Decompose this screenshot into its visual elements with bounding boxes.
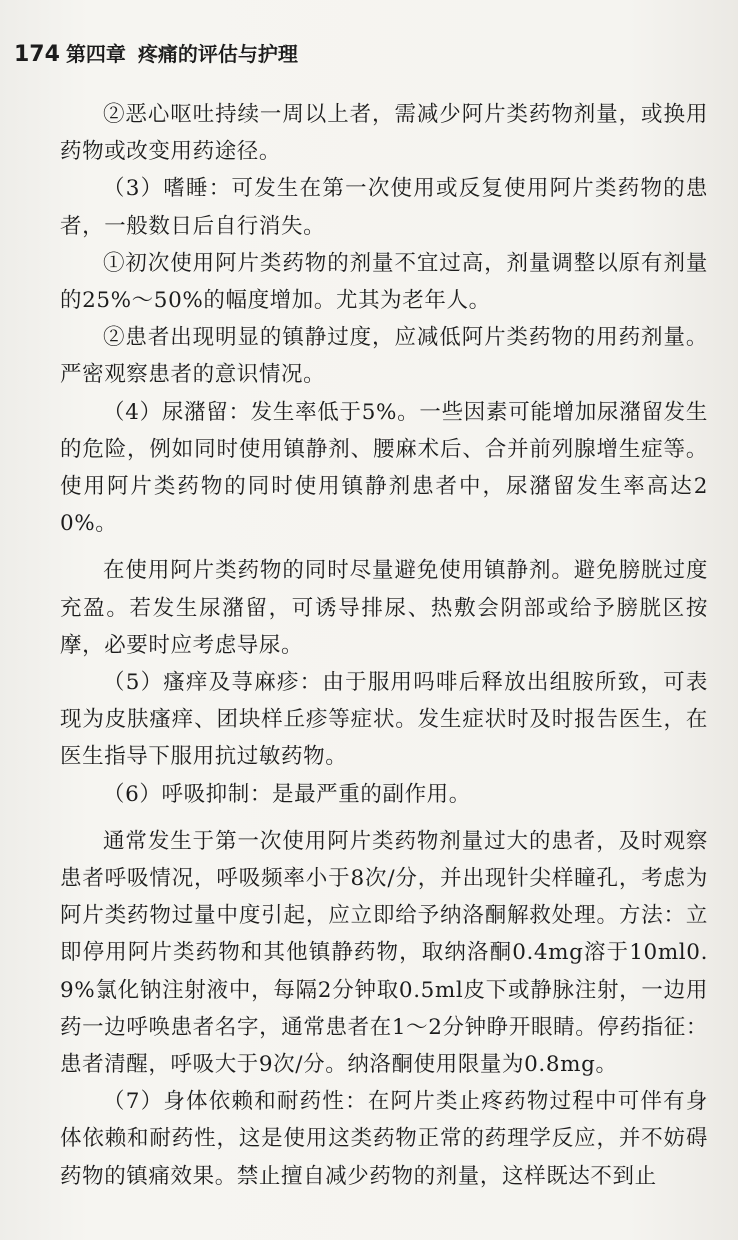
chapter-label: 第四章: [65, 42, 126, 66]
body-text: [60, 96, 708, 1195]
paragraph-initial-dose: ①初次使用阿片类药物的剂量不宜过高，剂量调整以原有剂量的25%～50%的幅度增加。尤其为老年人。: [60, 250, 708, 314]
running-head: [14, 38, 298, 68]
chapter-title: 疼痛的评估与护理: [137, 42, 298, 66]
paragraph-oversedation: ②患者出现明显的镇静过度，应减低阿片类药物的用药剂量。严密观察患者的意识情况。: [60, 325, 708, 388]
paragraph-nausea-dose: ②恶心呕吐持续一周以上者，需减少阿片类药物剂量，或换用药物或改变用药途径。: [60, 102, 708, 165]
paragraph-naloxone-treatment: 通常发生于第一次使用阿片类药物剂量过大的患者，及时观察患者呼吸情况，呼吸频率小于8次/分，并出现针尖样瞳孔，考虑为阿片类药物过量中度引起，应立即给予纳洛酮解救处理。方法：立即停用阿片类药物和其他镇静药物，取纳洛酮0.4mg溶于10ml0.9%氯化钠注射液中，每隔2分钟取0.5ml皮下或静脉注射，一边用药一边呼唤患者名字，通常患者在1～2分钟睁开眼睛。停药指征：患者清醒，呼吸大于9次/分。纳洛酮使用限量为0.8mg。: [60, 828, 708, 1078]
paragraph-dependence-tolerance: （7）身体依赖和耐药性：在阿片类止疼药物过程中可伴有身体依赖和耐药性，这是使用这类药物正常的药理学反应，并不妨碍药物的镇痛效果。禁止擅自减少药物的剂量，这样既达不到止: [60, 1089, 708, 1189]
paragraph-somnolence: （3）嗜睡：可发生在第一次使用或反复使用阿片类药物的患者，一般数日后自行消失。: [60, 176, 708, 239]
paragraph-respiratory-depression: （6）呼吸抑制：是最严重的副作用。: [103, 781, 471, 807]
paragraph-pruritus: （5）瘙痒及荨麻疹：由于服用吗啡后释放出组胺所致，可表现为皮肤瘙痒、团块样丘疹等症状。发生症状时及时报告医生，在医生指导下服用抗过敏药物。: [60, 670, 708, 770]
paragraph-urinary-retention: （4）尿潴留：发生率低于5%。一些因素可能增加尿潴留发生的危险，例如同时使用镇静剂、腰麻术后、合并前列腺增生症等。使用阿片类药物的同时使用镇静剂患者中，尿潴留发生率高达20%。: [60, 399, 708, 537]
page-number: 174: [14, 42, 60, 67]
paragraph-retention-care: 在使用阿片类药物的同时尽量避免使用镇静剂。避免膀胱过度充盈。若发生尿潴留，可诱导排尿、热敷会阴部或给予膀胱区按摩，必要时应考虑导尿。: [60, 558, 708, 658]
